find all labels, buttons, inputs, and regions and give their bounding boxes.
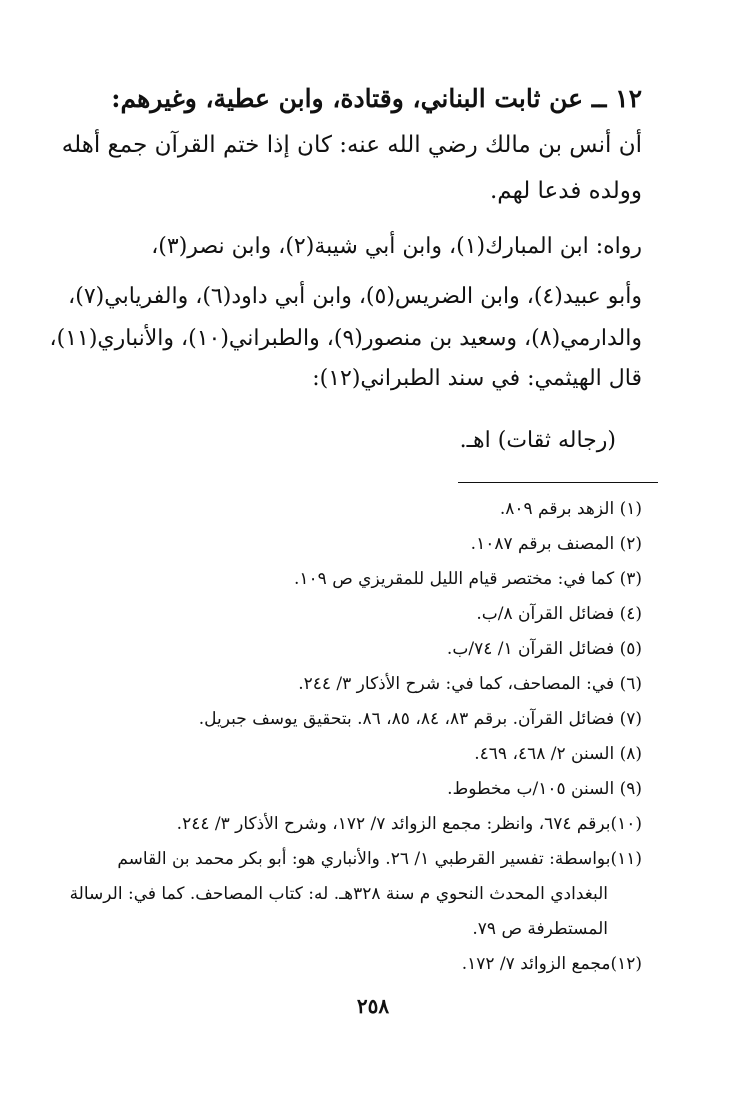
page-number: ٢٥٨ [356, 994, 390, 1018]
footnote-12: (١٢)مجمع الزوائد ٧/ ١٧٢. [461, 954, 642, 974]
footnote-9: (٩) السنن ١٠٥/ب مخطوط. [447, 779, 642, 799]
citation-line-4: قال الهيثمي: في سند الطبراني(١٢): [312, 366, 642, 391]
footnote-5: (٥) فضائل القرآن ١/ ٧٤/ب. [446, 639, 642, 659]
footnote-4: (٤) فضائل القرآن ٨/ب. [476, 604, 642, 624]
section-heading: ١٢ ــ عن ثابت البناني، وقتادة، وابن عطية، وغيرهم: [111, 84, 642, 113]
body-line-2: وولده فدعا لهم. [490, 178, 642, 204]
footnote-3: (٣) كما في: مختصر قيام الليل للمقريزي ص ١٠٩. [293, 569, 642, 589]
footnote-8: (٨) السنن ٢/ ٤٦٨، ٤٦٩. [474, 744, 642, 764]
citation-line-2: وأبو عبيد(٤)، وابن الضريس(٥)، وابن أبي داود(٦)، والفريابي(٧)، [68, 284, 642, 309]
citation-line-1: رواه: ابن المبارك(١)، وابن أبي شيبة(٢)، وابن نصر(٣)، [151, 234, 642, 259]
quote-text: (رجاله ثقات) اهـ. [459, 428, 616, 453]
footnote-6: (٦) في: المصاحف، كما في: شرح الأذكار ٣/ ٢٤٤. [298, 674, 642, 694]
footnote-1: (١) الزهد برقم ٨٠٩. [499, 499, 642, 519]
footnote-divider [458, 482, 658, 483]
footnotes [42, 492, 642, 982]
citation-line-3: والدارمي(٨)، وسعيد بن منصور(٩)، والطبراني(١٠)، والأنباري(١١)، [49, 326, 642, 351]
footnote-7: (٧) فضائل القرآن. برقم ٨٣، ٨٤، ٨٥، ٨٦. بتحقيق يوسف جبريل. [198, 709, 642, 729]
footnote-11-continuation-2: المستطرفة ص ٧٩. [472, 919, 608, 939]
footnote-11-continuation-1: البغدادي المحدث النحوي م سنة ٣٢٨هـ. له: كتاب المصاحف. كما في: الرسالة [69, 884, 608, 904]
body-line-1: أن أنس بن مالك رضي الله عنه: كان إذا ختم القرآن جمع أهله [61, 132, 642, 158]
footnote-2: (٢) المصنف برقم ١٠٨٧. [470, 534, 642, 554]
footnote-11: (١١)بواسطة: تفسير القرطبي ١/ ٢٦. والأنباري هو: أبو بكر محمد بن القاسم [117, 849, 642, 869]
footnote-10: (١٠)برقم ٦٧٤، وانظر: مجمع الزوائد ٧/ ١٧٢، وشرح الأذكار ٣/ ٢٤٤. [176, 814, 642, 834]
